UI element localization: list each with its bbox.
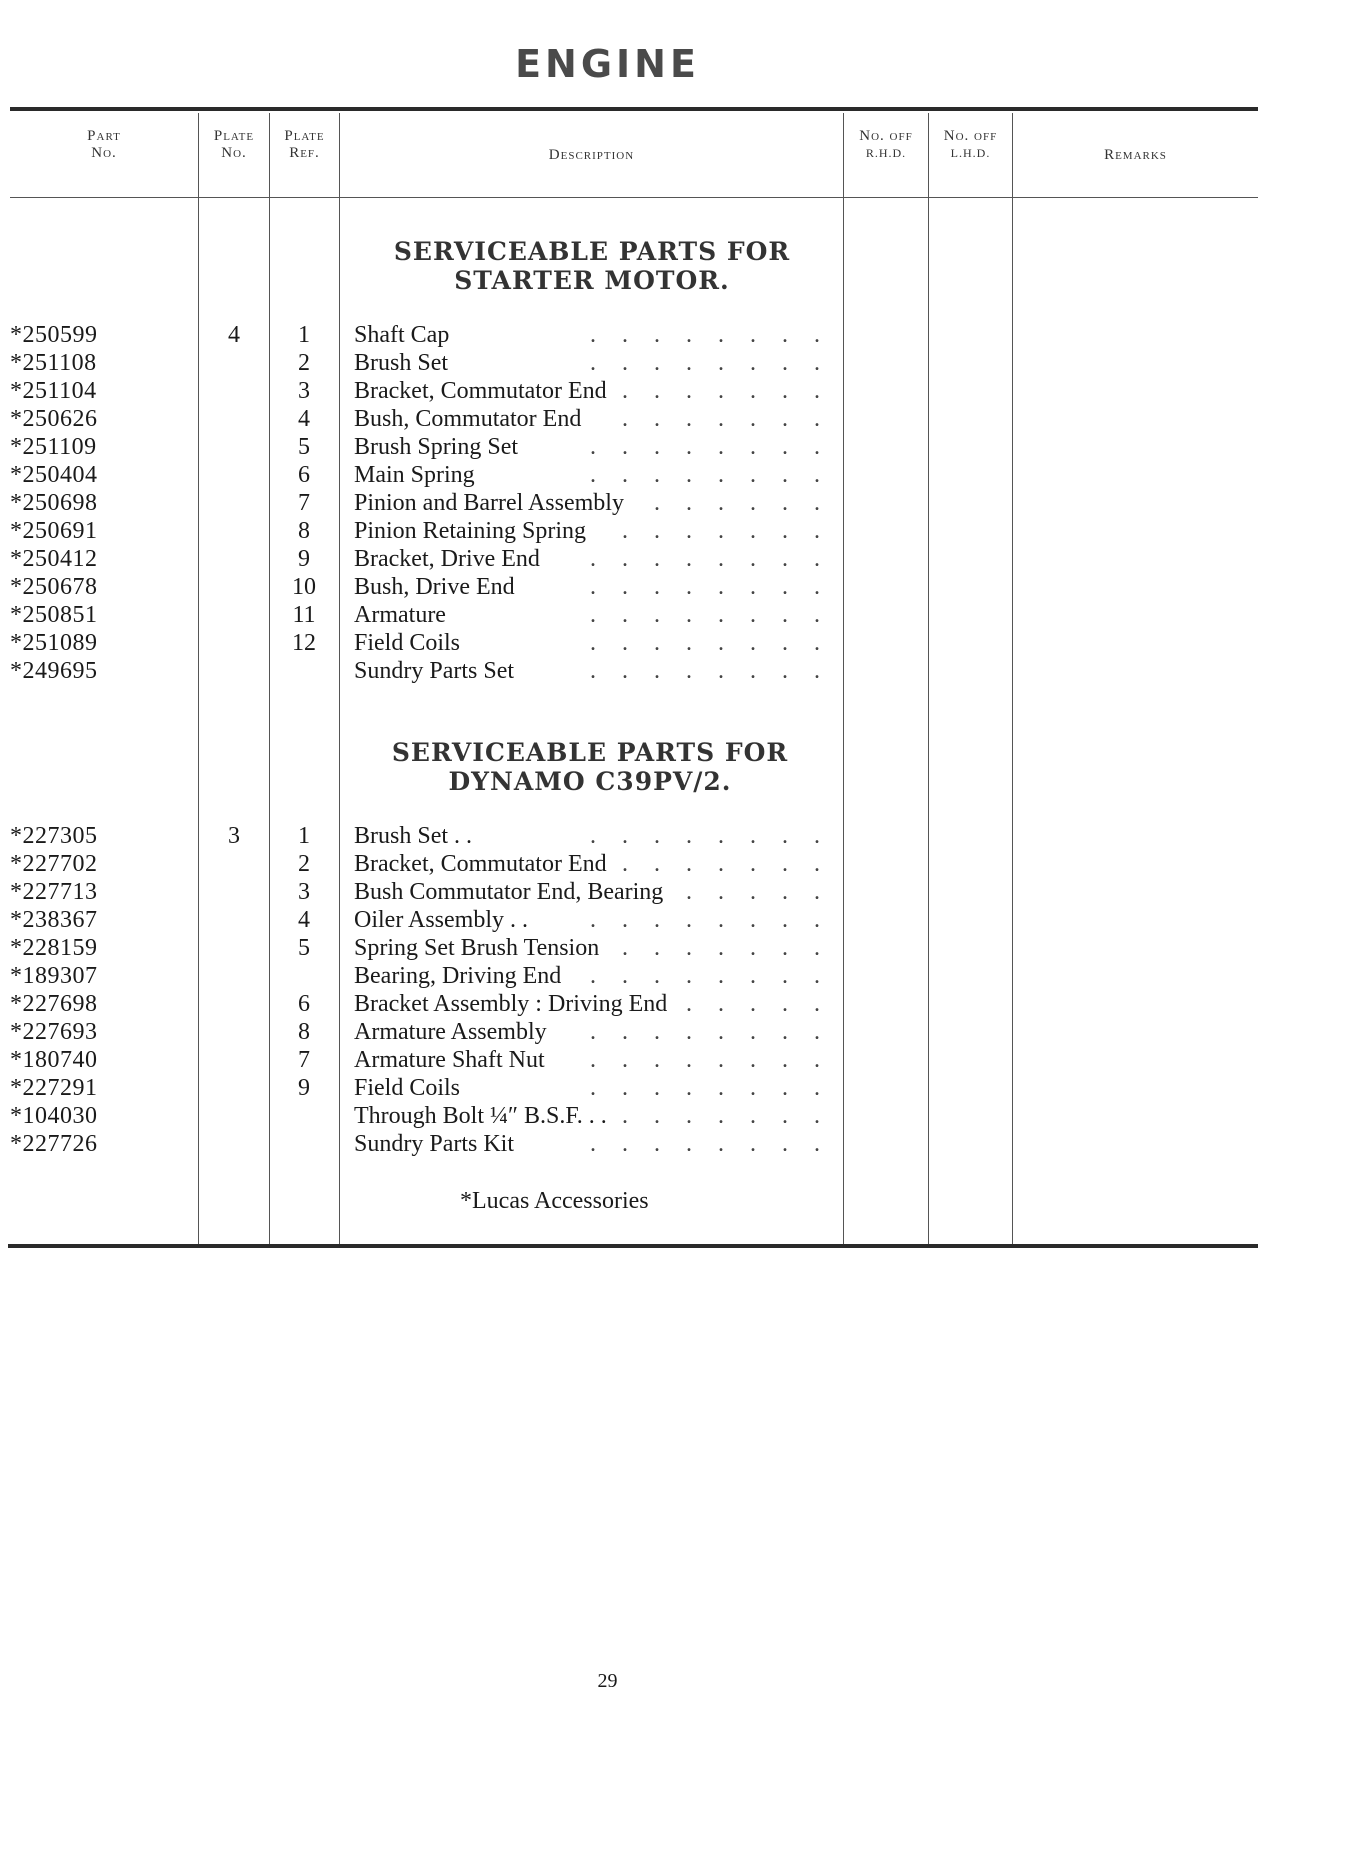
- part-number: *250412: [10, 546, 98, 572]
- table-row: [0, 962, 1364, 990]
- plate-ref: 6: [298, 462, 310, 488]
- dot-leader: . . . . . . .: [622, 378, 830, 404]
- top-rule: [10, 107, 1258, 111]
- description: Brush Spring Set: [354, 434, 519, 460]
- table-row: [0, 461, 1364, 489]
- dot-leader: . . . . . . .: [622, 518, 830, 544]
- dot-leader: . . . . . . . .: [590, 462, 830, 488]
- description: Armature Assembly: [354, 1019, 547, 1045]
- description: Brush Set: [354, 350, 449, 376]
- dot-leader: . . . . . . . .: [590, 1047, 830, 1073]
- part-number: *227291: [10, 1075, 98, 1101]
- description: Bracket Assembly : Driving End: [354, 991, 668, 1017]
- dot-leader: . . . . . . . .: [590, 546, 830, 572]
- description: Pinion Retaining Spring: [354, 518, 587, 544]
- part-number: *250404: [10, 462, 98, 488]
- dot-leader: . . . . . . . .: [590, 602, 830, 628]
- description: Armature: [354, 602, 446, 628]
- part-number: *180740: [10, 1047, 98, 1073]
- dot-leader: . . . . . . . .: [590, 350, 830, 376]
- description: Spring Set Brush Tension: [354, 935, 600, 961]
- part-number: *104030: [10, 1103, 98, 1129]
- table-row: [0, 878, 1364, 906]
- table-row: [0, 1102, 1364, 1130]
- plate-ref: 5: [298, 935, 310, 961]
- plate-number: 4: [228, 322, 240, 348]
- table-row: [0, 990, 1364, 1018]
- table-row: [0, 657, 1364, 685]
- description: Bracket, Commutator End: [354, 851, 607, 877]
- table-row: [0, 906, 1364, 934]
- part-number: *250599: [10, 322, 98, 348]
- plate-number: 3: [228, 823, 240, 849]
- starter-motor-rows: [0, 321, 1364, 685]
- table-row: [0, 489, 1364, 517]
- description: Brush Set . .: [354, 823, 473, 849]
- plate-ref: 8: [298, 1019, 310, 1045]
- table-row: [0, 629, 1364, 657]
- dot-leader: . . . . . . . .: [590, 1019, 830, 1045]
- table-row: [0, 822, 1364, 850]
- description: Bracket, Commutator End: [354, 378, 607, 404]
- part-number: *251089: [10, 630, 98, 656]
- header-lhd: No. off L.H.D.: [943, 128, 998, 160]
- description: Bearing, Driving End: [354, 963, 562, 989]
- plate-ref: 7: [298, 490, 310, 516]
- part-number: *250851: [10, 602, 98, 628]
- header-plate-no: Plate No.: [213, 128, 255, 161]
- description: Sundry Parts Set: [354, 658, 515, 684]
- table-row: [0, 573, 1364, 601]
- table-row: [0, 1046, 1364, 1074]
- part-number: *251109: [10, 434, 97, 460]
- part-number: *250626: [10, 406, 98, 432]
- part-number: *251104: [10, 378, 97, 404]
- plate-ref: 3: [298, 378, 310, 404]
- table-row: [0, 850, 1364, 878]
- plate-ref: 9: [298, 546, 310, 572]
- dot-leader: . . . . . .: [654, 490, 830, 516]
- plate-ref: 1: [298, 322, 310, 348]
- header-plate-ref: Plate Ref.: [284, 128, 325, 161]
- part-number: *251108: [10, 350, 97, 376]
- plate-ref: 1: [298, 823, 310, 849]
- table-row: [0, 433, 1364, 461]
- table-row: [0, 321, 1364, 349]
- plate-ref: 9: [298, 1075, 310, 1101]
- table-row: [0, 1018, 1364, 1046]
- description: Shaft Cap: [354, 322, 450, 348]
- table-row: [0, 1130, 1364, 1158]
- description: Bush Commutator End, Bearing: [354, 879, 664, 905]
- part-number: *238367: [10, 907, 98, 933]
- description: Bracket, Drive End: [354, 546, 540, 572]
- dot-leader: . . . . .: [686, 991, 830, 1017]
- section-heading-dynamo: SERVICEABLE PARTS FOR DYNAMO C39PV/2.: [391, 738, 789, 796]
- description: Field Coils: [354, 1075, 461, 1101]
- table-row: [0, 517, 1364, 545]
- description: Oiler Assembly . .: [354, 907, 528, 933]
- table-row: [0, 601, 1364, 629]
- page-number: 29: [597, 1670, 618, 1692]
- plate-ref: 5: [298, 434, 310, 460]
- description: Through Bolt ¼″ B.S.F. . .: [354, 1103, 607, 1129]
- part-number: *250691: [10, 518, 98, 544]
- footnote: *Lucas Accessories: [460, 1188, 649, 1214]
- dot-leader: . . . . . . . .: [590, 963, 830, 989]
- part-number: *228159: [10, 935, 98, 961]
- bottom-rule: [8, 1244, 1258, 1248]
- part-number: *249695: [10, 658, 98, 684]
- table-row: [0, 1074, 1364, 1102]
- page-title: ENGINE: [515, 42, 700, 86]
- plate-ref: 2: [298, 851, 310, 877]
- part-number: *250678: [10, 574, 98, 600]
- header-rhd: No. off R.H.D.: [859, 128, 913, 160]
- part-number: *227693: [10, 1019, 98, 1045]
- part-number: *227726: [10, 1131, 98, 1157]
- description: Bush, Drive End: [354, 574, 515, 600]
- table-row: [0, 545, 1364, 573]
- description: Armature Shaft Nut: [354, 1047, 545, 1073]
- plate-ref: 4: [298, 406, 310, 432]
- header-part-no: Part No.: [87, 128, 121, 161]
- dot-leader: . . . . . . . .: [590, 1075, 830, 1101]
- plate-ref: 10: [292, 574, 316, 600]
- dot-leader: . . . . . . .: [622, 851, 830, 877]
- dot-leader: . . . . . . . .: [590, 434, 830, 460]
- dot-leader: . . . . . . . .: [590, 658, 830, 684]
- plate-ref: 4: [298, 907, 310, 933]
- header-remarks: Remarks: [1104, 147, 1167, 163]
- table-row: [0, 934, 1364, 962]
- dynamo-rows: [0, 822, 1364, 1158]
- dot-leader: . . . . .: [686, 879, 830, 905]
- description: Main Spring: [354, 462, 475, 488]
- plate-ref: 8: [298, 518, 310, 544]
- description: Field Coils: [354, 630, 461, 656]
- section-heading-starter-motor: SERVICEABLE PARTS FOR STARTER MOTOR.: [393, 237, 791, 295]
- dot-leader: . . . . . . . .: [590, 630, 830, 656]
- table-row: [0, 377, 1364, 405]
- part-number: *227698: [10, 991, 98, 1017]
- part-number: *227702: [10, 851, 98, 877]
- plate-ref: 6: [298, 991, 310, 1017]
- dot-leader: . . . . . . . .: [590, 1131, 830, 1157]
- plate-ref: 11: [292, 602, 316, 628]
- plate-ref: 7: [298, 1047, 310, 1073]
- dot-leader: . . . . . . . .: [590, 322, 830, 348]
- description: Pinion and Barrel Assembly: [354, 490, 624, 516]
- dot-leader: . . . . . . .: [622, 406, 830, 432]
- description: Sundry Parts Kit: [354, 1131, 515, 1157]
- dot-leader: . . . . . . .: [622, 935, 830, 961]
- dot-leader: . . . . . . .: [622, 1103, 830, 1129]
- plate-ref: 3: [298, 879, 310, 905]
- dot-leader: . . . . . . . .: [590, 907, 830, 933]
- dot-leader: . . . . . . . .: [590, 823, 830, 849]
- table-row: [0, 349, 1364, 377]
- plate-ref: 12: [292, 630, 316, 656]
- dot-leader: . . . . . . . .: [590, 574, 830, 600]
- header-description: Description: [548, 147, 635, 163]
- part-number: *227713: [10, 879, 98, 905]
- part-number: *227305: [10, 823, 98, 849]
- table-row: [0, 405, 1364, 433]
- part-number: *250698: [10, 490, 98, 516]
- plate-ref: 2: [298, 350, 310, 376]
- part-number: *189307: [10, 963, 98, 989]
- description: Bush, Commutator End: [354, 406, 582, 432]
